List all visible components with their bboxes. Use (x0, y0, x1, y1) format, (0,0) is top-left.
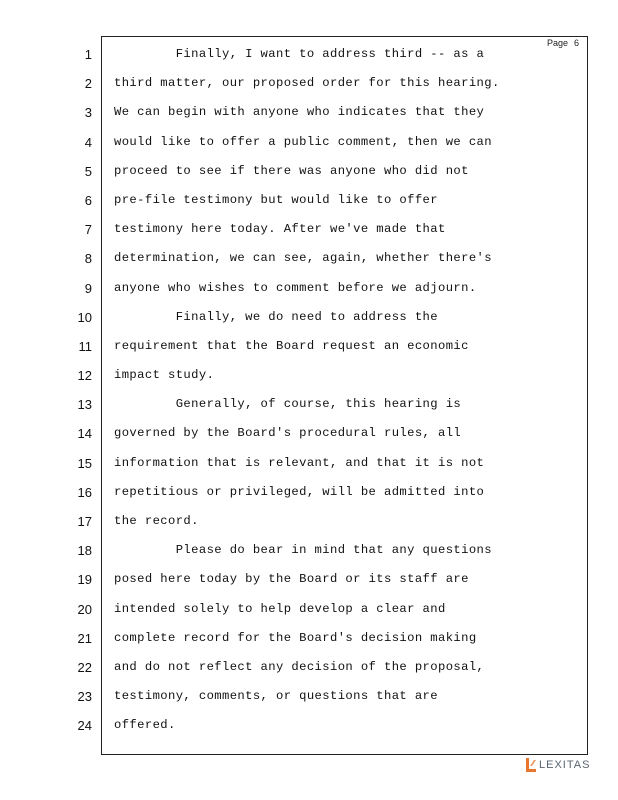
transcript-line: information that is relevant, and that it is not (114, 455, 485, 470)
line-number: 17 (77, 514, 92, 529)
transcript-line: impact study. (114, 368, 215, 383)
line-number: 12 (77, 368, 92, 384)
transcript-line: the record. (114, 514, 199, 528)
transcript-line: Please do bear in mind that any questions (114, 543, 492, 558)
transcript-line: offered. (114, 718, 176, 733)
transcript-line: anyone who wishes to comment before we adjourn. (114, 280, 477, 295)
transcript-line: pre-file testimony but would like to offer (114, 192, 438, 207)
line-number: 22 (77, 659, 92, 675)
line-number: 21 (77, 630, 92, 646)
line-number: 3 (84, 105, 92, 121)
transcript-line: Finally, we do need to address the (114, 309, 438, 324)
transcript-line: testimony, comments, or questions that are (114, 689, 438, 704)
line-number: 9 (84, 280, 92, 296)
line-number: 11 (78, 338, 92, 354)
transcript-line: testimony here today. After we've made that (114, 222, 446, 237)
line-number: 10 (77, 309, 92, 325)
line-number: 24 (77, 718, 92, 734)
line-number: 13 (77, 397, 92, 413)
transcript-line: Finally, I want to address third -- as a (114, 47, 485, 61)
line-number: 4 (84, 134, 92, 150)
line-number: 15 (77, 455, 92, 471)
transcript-line: proceed to see if there was anyone who did not (114, 163, 469, 178)
line-number: 18 (77, 543, 92, 559)
line-number: 7 (84, 222, 92, 238)
transcript-text (114, 40, 584, 741)
line-number: 20 (77, 601, 92, 617)
transcript-line: and do not reflect any decision of the proposal, (114, 659, 485, 674)
transcript-line: determination, we can see, again, whether there's (114, 251, 492, 266)
transcript-line: repetitious or privileged, will be admitted into (114, 484, 485, 499)
line-number: 2 (84, 76, 92, 92)
lexitas-logo-icon (524, 757, 538, 773)
transcript-line: third matter, our proposed order for this hearing. (114, 76, 500, 91)
transcript-line: would like to offer a public comment, then we can (114, 134, 492, 149)
line-number: 6 (84, 192, 92, 208)
transcript-line: requirement that the Board request an economic (114, 338, 469, 353)
line-number: 5 (84, 163, 92, 179)
transcript-line: governed by the Board's procedural rules, all (114, 426, 462, 441)
page-label-word: Page (546, 38, 568, 48)
transcript-line: intended solely to help develop a clear and (114, 601, 446, 616)
lexitas-logo (524, 757, 590, 773)
line-number-column (60, 40, 92, 741)
line-number: 19 (77, 572, 92, 588)
line-number: 8 (84, 251, 92, 267)
transcript-line: Generally, of course, this hearing is (114, 397, 462, 412)
transcript-line: posed here today by the Board or its staff are (114, 572, 469, 587)
line-number: 1 (84, 47, 92, 62)
page-number: 6 (573, 38, 579, 48)
line-number: 23 (77, 689, 92, 705)
line-number: 14 (77, 426, 92, 442)
transcript-line: complete record for the Board's decision making (114, 630, 477, 645)
lexitas-logo-text: LEXITAS (539, 759, 591, 771)
line-number: 16 (77, 484, 92, 500)
transcript-line: We can begin with anyone who indicates that they (114, 105, 485, 120)
